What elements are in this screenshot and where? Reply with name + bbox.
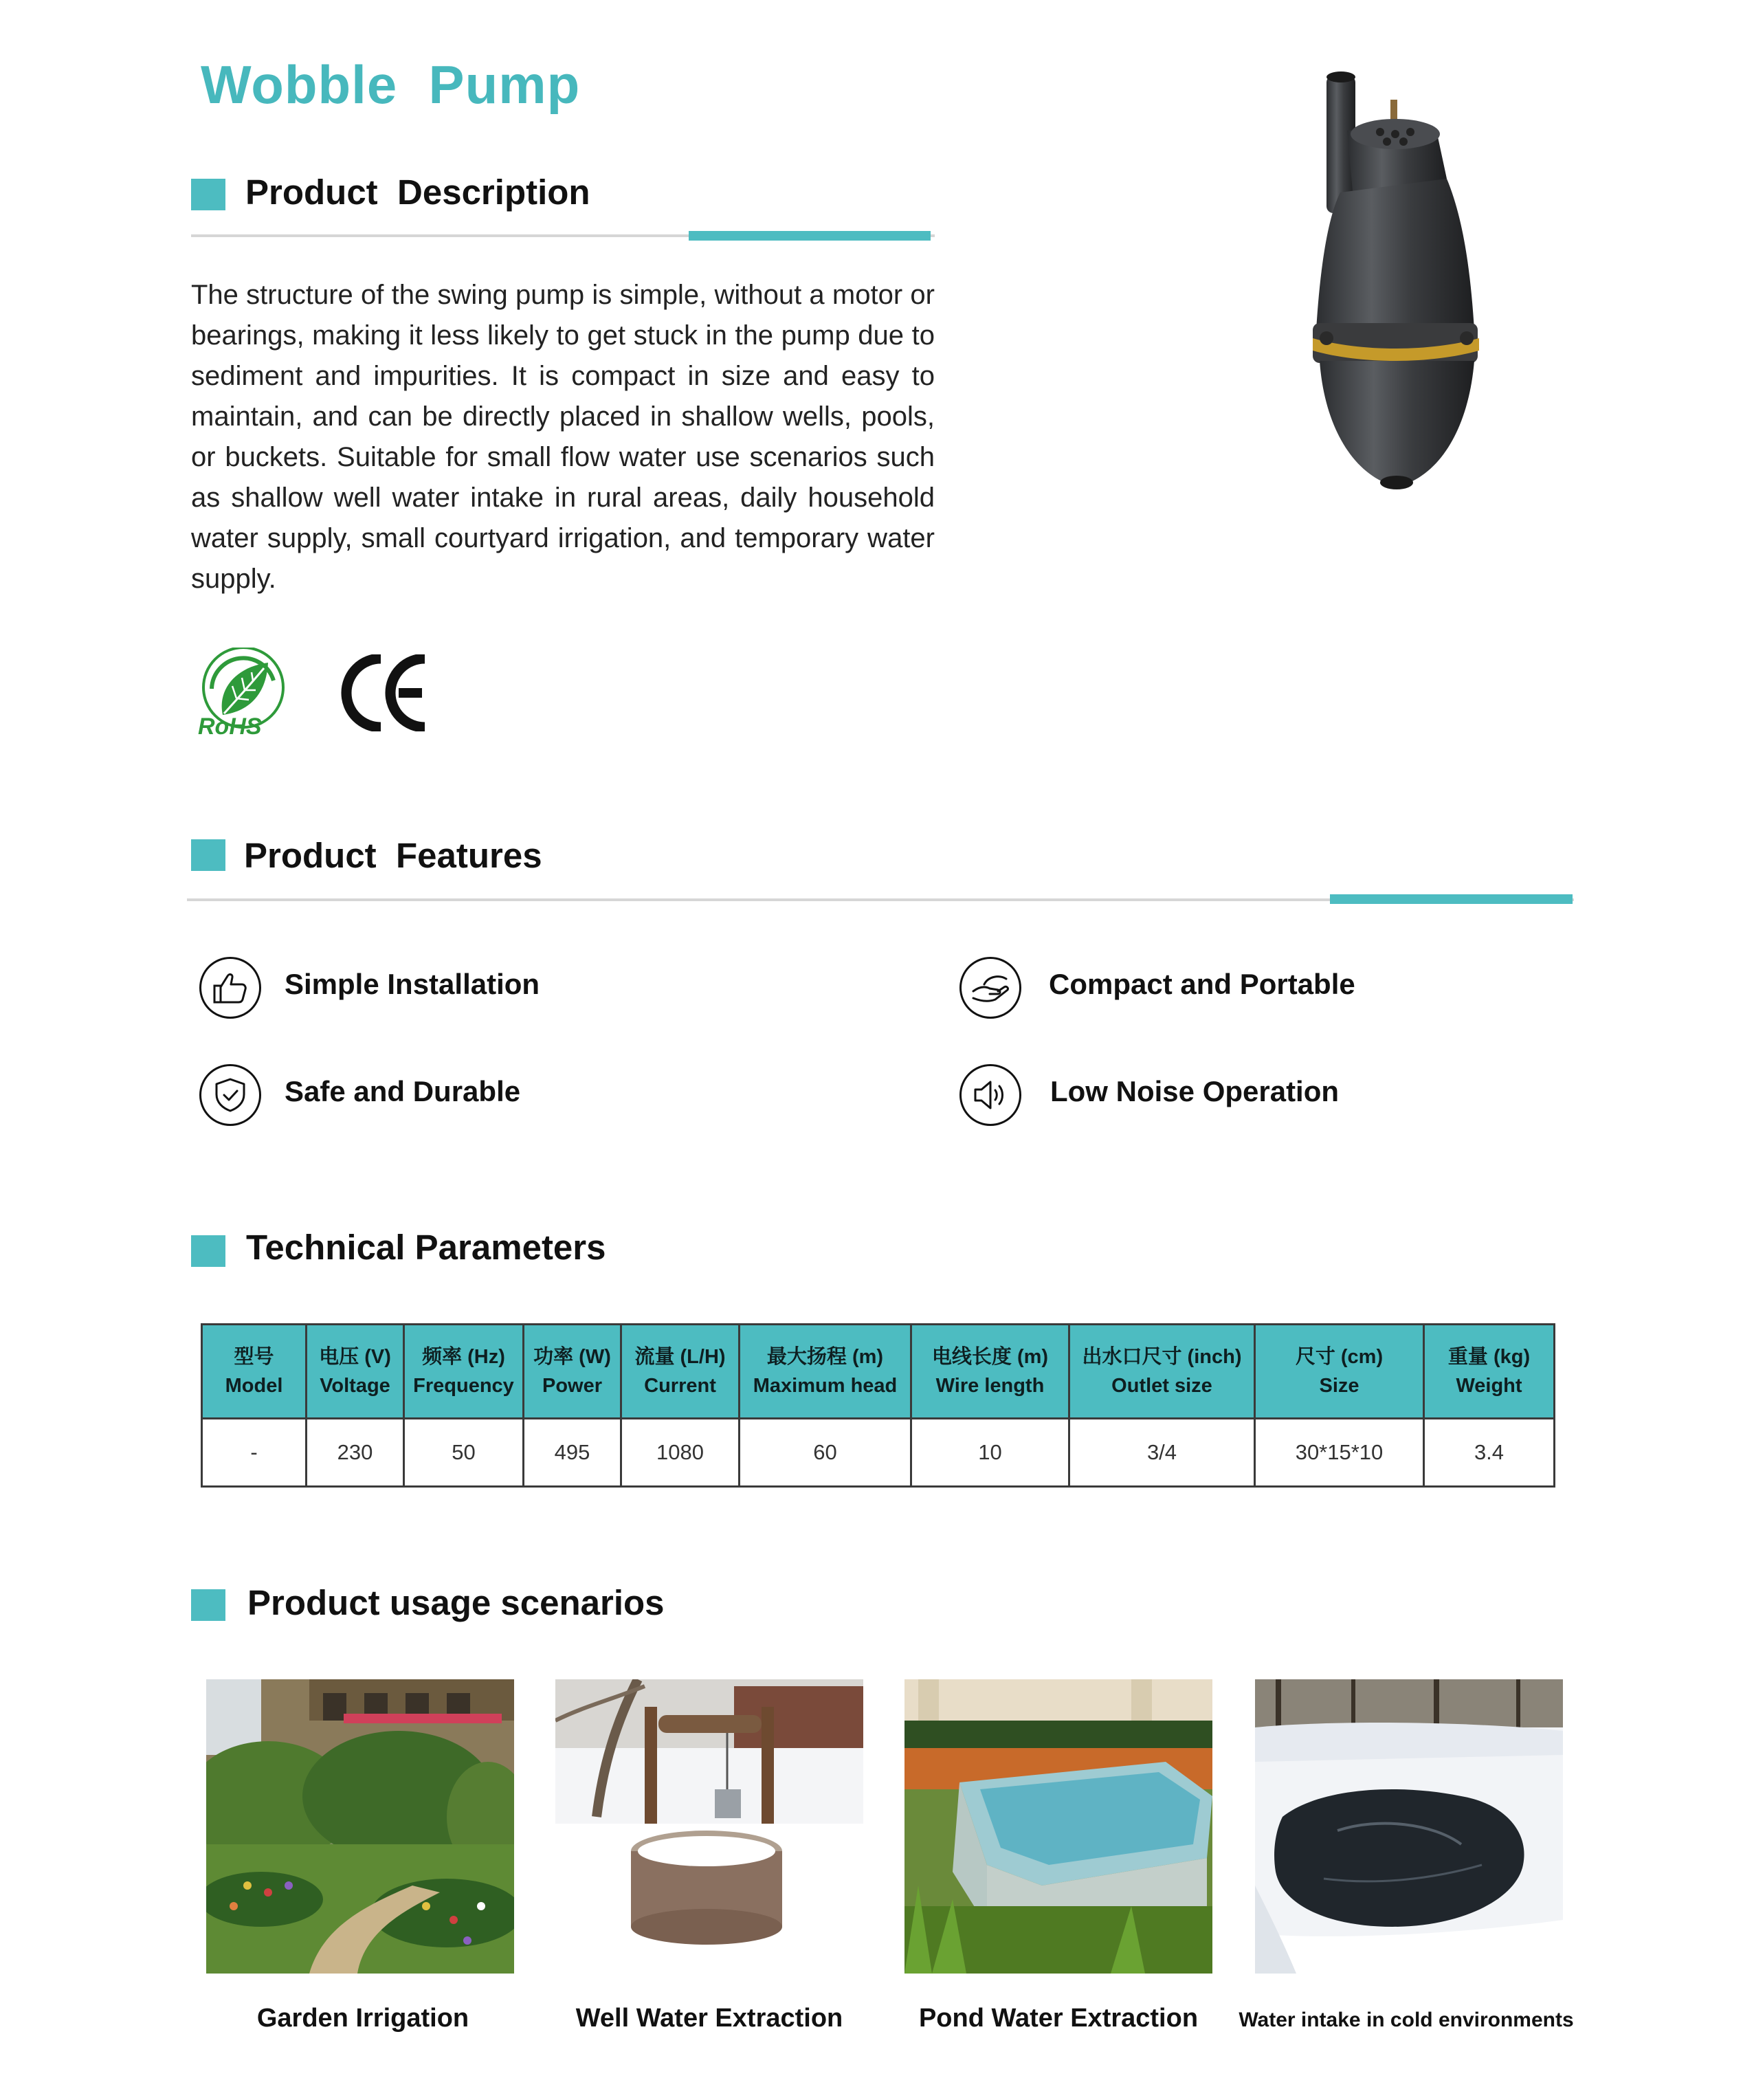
thumbs-up-icon <box>212 969 249 1006</box>
table-cell-power: 495 <box>524 1419 621 1487</box>
scenario-image-pond <box>904 1679 1212 1974</box>
scenario-label: Water intake in cold environments <box>1239 2009 1574 2031</box>
table-cell-size: 30*15*10 <box>1255 1419 1424 1487</box>
scenario-image-garden <box>206 1679 514 1974</box>
shield-check-icon <box>213 1076 247 1114</box>
feature-icon-circle <box>199 957 261 1019</box>
technical-parameters-table <box>201 1323 1555 1488</box>
feature-icon-circle <box>959 1064 1021 1126</box>
table-cell-current: 1080 <box>621 1419 740 1487</box>
page-title: Wobble Pump <box>201 54 581 115</box>
speaker-icon <box>971 1076 1010 1114</box>
feature-icon-circle <box>199 1064 261 1126</box>
table-row <box>202 1419 1555 1487</box>
table-header-cell: 电压 (V) Voltage <box>307 1325 404 1419</box>
table-header-cell: 流量 (L/H) Current <box>621 1325 740 1419</box>
section-title-technical: Technical Parameters <box>246 1228 606 1267</box>
scenario-label: Pond Water Extraction <box>918 2004 1199 2033</box>
rohs-text: RoHS <box>198 714 262 740</box>
table-cell-weight: 3.4 <box>1424 1419 1555 1487</box>
table-header-cell: 型号 Model <box>202 1325 307 1419</box>
section-marker <box>191 1589 225 1621</box>
ce-mark-icon <box>341 654 430 731</box>
table-header-cell: 电线长度 (m) Wire length <box>911 1325 1069 1419</box>
product-description: The structure of the swing pump is simple, without a motor or bearings, making it less likely to get stuck in the pump due to sediment and impurities. It is compact in size and easy to maintain, and can be directly placed in shallow wells, pools, or buckets. Suitable for small flow water use scenarios such as shallow well water intake in rural areas, daily household water supply, small courtyard irrigation, and temporary water supply. <box>191 280 935 594</box>
table-header-cell: 重量 (kg) Weight <box>1424 1325 1555 1419</box>
feature-label: Safe and Durable <box>285 1075 521 1107</box>
feature-label: Compact and Portable <box>1049 968 1355 1000</box>
feature-label: Simple Installation <box>285 968 540 1000</box>
table-cell-max-head: 60 <box>740 1419 911 1487</box>
hand-holding-icon <box>970 971 1010 1005</box>
table-cell-model: - <box>202 1419 307 1487</box>
section-marker <box>191 839 225 871</box>
table-header-cell: 频率 (Hz) Frequency <box>404 1325 524 1419</box>
section-divider-accent <box>1330 894 1573 904</box>
feature-icon-circle <box>959 957 1021 1019</box>
scenario-image-well <box>555 1679 863 1974</box>
table-cell-voltage: 230 <box>307 1419 404 1487</box>
table-cell-wire-length: 10 <box>911 1419 1069 1487</box>
table-header-cell: 出水口尺寸 (inch) Outlet size <box>1069 1325 1255 1419</box>
product-image-wobble-pump <box>1299 69 1498 495</box>
table-header-cell: 尺寸 (cm) Size <box>1255 1325 1424 1419</box>
scenario-image-cold-water <box>1255 1679 1563 1974</box>
section-marker <box>191 1235 225 1267</box>
table-header-row <box>202 1325 1555 1419</box>
section-divider-accent <box>689 231 931 241</box>
table-header-cell: 功率 (W) Power <box>524 1325 621 1419</box>
table-cell-frequency: 50 <box>404 1419 524 1487</box>
section-title-description: Product Description <box>245 173 590 212</box>
section-title-features: Product Features <box>244 836 542 875</box>
feature-label: Low Noise Operation <box>1050 1075 1340 1107</box>
scenario-label: Well Water Extraction <box>575 2004 843 2033</box>
table-cell-outlet-size: 3/4 <box>1069 1419 1255 1487</box>
scenario-label: Garden Irrigation <box>256 2004 469 2033</box>
ce-mark <box>341 654 430 731</box>
section-marker <box>191 179 225 210</box>
table-header-cell: 最大扬程 (m) Maximum head <box>740 1325 911 1419</box>
section-title-usage: Product usage scenarios <box>247 1583 665 1622</box>
rohs-logo <box>197 648 289 740</box>
